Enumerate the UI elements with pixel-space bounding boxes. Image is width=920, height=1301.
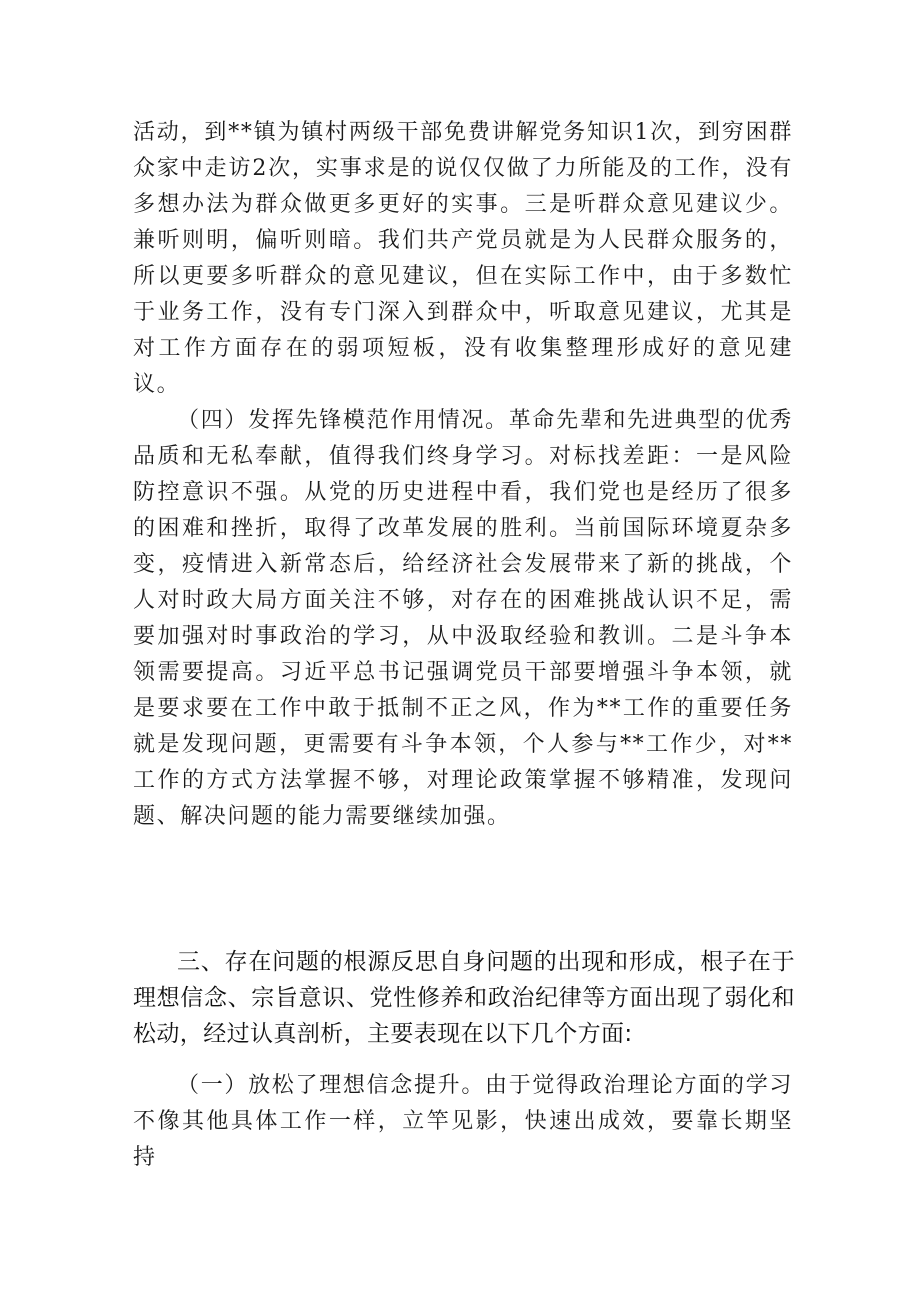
paragraph-continued: 活动，到**镇为镇村两级干部免费讲解党务知识1次，到穷困群众家中走访2次，实事求是的说仅仅做了力所能及的工作，没有多想办法为群众做更多更好的实事。三是听群众意见建议少。兼听则明，偏听则暗。我们共产党员就是为人民群众服务的，所以更要多听群众的意见建议，但在实际工作中，由于多数忙于业务工作，没有专门深入到群众中，听取意见建议，尤其是对工作方面存在的弱项短板，没有收集整理形成好的意见建议。 — [133, 120, 793, 397]
body-text-upper — [133, 115, 793, 835]
body-text-lower — [133, 1068, 793, 1176]
section-three-heading-block — [133, 944, 795, 1052]
paragraph-ideals-belief: （一）放松了理想信念提升。由于觉得政治理论方面的学习不像其他具体工作一样，立竿见影，快速出成效，要靠长期坚持 — [133, 1073, 793, 1170]
section-three-heading: 三、存在问题的根源反思自身问题的出现和形成，根子在于理想信念、宗旨意识、党性修养和政治纪律等方面出现了弱化和松动，经过认真剖析，主要表现在以下几个方面: — [133, 949, 795, 1047]
paragraph-vanguard-role: （四）发挥先锋模范作用情况。革命先辈和先进典型的优秀品质和无私奉献，值得我们终身学习。对标找差距：一是风险防控意识不强。从党的历史进程中看，我们党也是经历了很多的困难和挫折，取得了改革发展的胜利。当前国际环境夏杂多变，疫情进入新常态后，给经济社会发展带来了新的挑战，个人对时政大局方面关注不够，对存在的困难挑战认识不足，需要加强对时事政治的学习，从中汲取经验和教训。二是斗争本领需要提高。习近平总书记强调党员干部要增强斗争本领，就是要求要在工作中敢于抵制不正之风，作为**工作的重要任务就是发现问题，更需要有斗争本领，个人参与**工作少，对**工作的方式方法掌握不够，对理论政策掌握不够精准，发现问题、解决问题的能力需要继续加强。 — [133, 408, 793, 829]
